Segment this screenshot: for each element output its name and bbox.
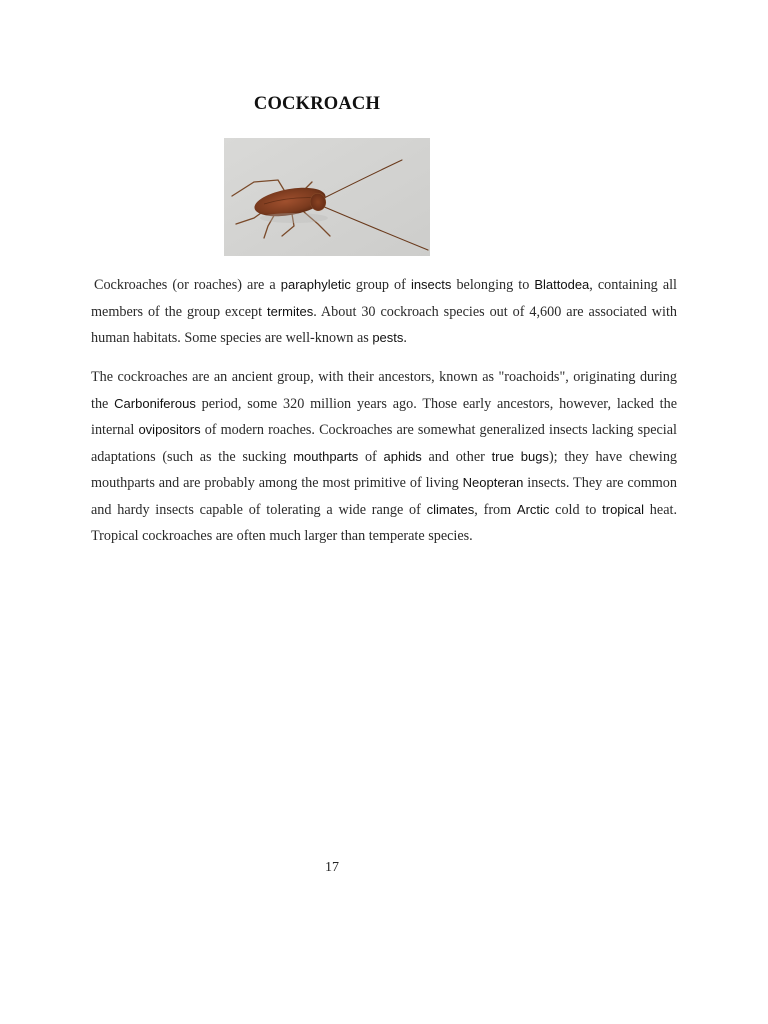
- term-tropical: tropical: [602, 501, 645, 517]
- term-neopteran: Neopteran: [462, 475, 524, 490]
- term-climates: climates: [426, 501, 475, 517]
- term-paraphyletic: paraphyletic: [280, 277, 351, 292]
- term-carboniferous: Carboniferous: [114, 395, 196, 411]
- cockroach-image: [224, 138, 430, 256]
- term-insects: insects: [410, 277, 452, 292]
- paragraph-2: The cockroaches are an ancient group, with their ancestors, known as "roachoids", originating during the Carboniferous period, some 320 million years ago. Those early ancestors, however, lacked the internal ovipositors of modern roaches. Cockroaches are somewhat generalized insects lacking special adaptations (such as the sucking mouthparts of aphids and other true bugs); they have chewing mouthparts and are probably among the most primitive of living Neopteran insects. They are common and hardy insects capable of tolerating a wide range of climates, from Arctic cold to tropical heat. Tropical cockroaches are often much larger than temperate species.: [91, 369, 678, 544]
- term-ovipositors: ovipositors: [138, 422, 201, 437]
- term-arctic: Arctic: [516, 501, 550, 517]
- page-title: COCKROACH: [253, 94, 381, 114]
- term-true-bugs: true bugs: [491, 448, 549, 464]
- term-mouthparts: mouthparts: [293, 448, 359, 464]
- paragraph-1: Cockroaches (or roaches) are a paraphyletic group of insects belonging to Blattodea, containing all members of the group except termites. About 30 cockroach species out of 4,600 are associated with human habitats. Some species are well-known as pests.: [91, 277, 678, 346]
- term-aphids: aphids: [383, 448, 422, 464]
- term-pests: pests: [372, 330, 404, 345]
- page-number: 17: [325, 860, 339, 875]
- term-blattodea: Blattodea: [534, 277, 590, 292]
- term-termites: termites: [266, 303, 314, 319]
